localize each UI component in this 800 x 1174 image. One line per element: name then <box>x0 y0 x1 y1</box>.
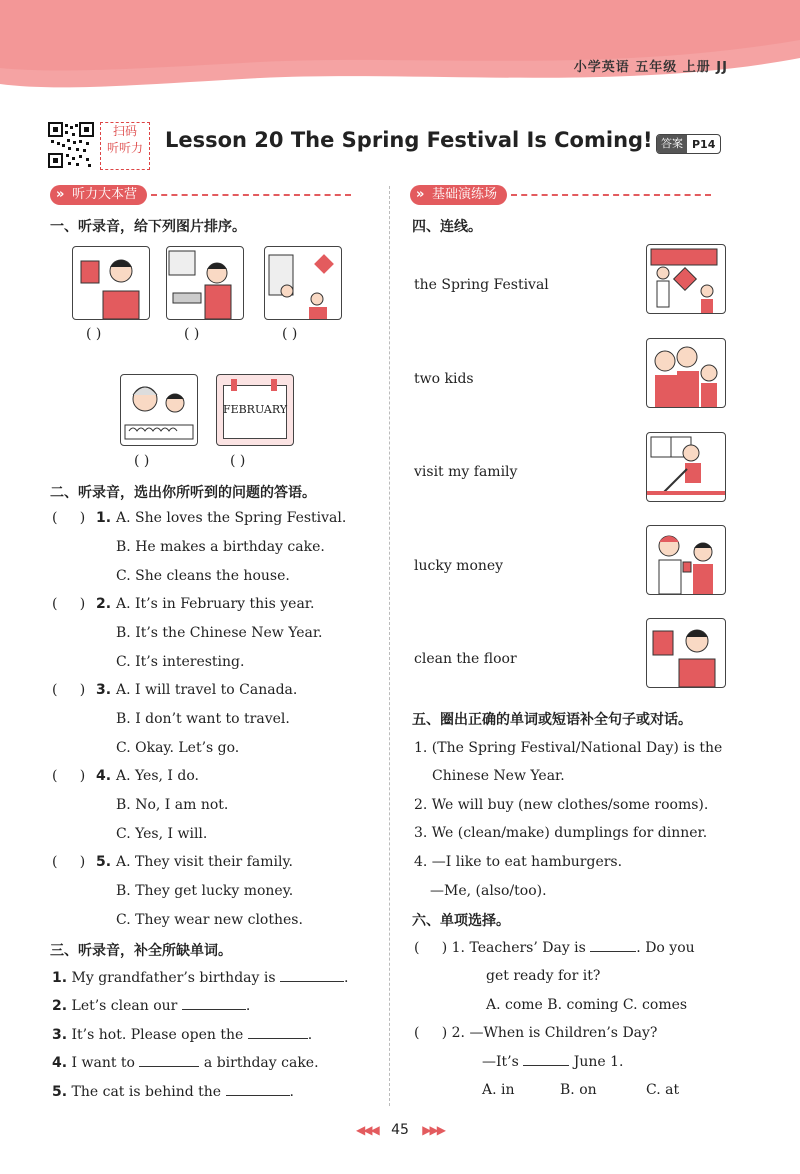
answer-page: P14 <box>692 137 716 151</box>
section-banner-practice <box>410 184 711 206</box>
item-number: 3. <box>52 1027 68 1043</box>
blank-input[interactable] <box>280 980 344 982</box>
part3-heading: 三、听录音，补全所缺单词。 <box>50 943 232 959</box>
match-picture-lucky-money[interactable] <box>646 525 726 595</box>
line-text: The cat is behind the <box>71 1084 222 1100</box>
picture-family-festival <box>264 246 342 320</box>
calendar-text: FEBRUARY <box>222 403 288 416</box>
option: A. They visit their family. <box>116 854 293 870</box>
match-picture-festival-decor[interactable] <box>646 244 726 314</box>
match-phrase[interactable]: lucky money <box>414 558 504 574</box>
line-text: . <box>289 1084 294 1100</box>
page-number: 45 <box>391 1122 409 1138</box>
match-picture-mopping[interactable] <box>646 432 726 502</box>
fill-blank-line <box>52 1055 319 1071</box>
line-text: . <box>307 1027 313 1043</box>
picture-calendar <box>216 374 294 446</box>
line-text: . <box>245 998 251 1014</box>
answer-paren-q1[interactable]: ( ) <box>414 940 448 956</box>
option: A. in <box>482 1082 515 1098</box>
section-dash <box>511 194 711 196</box>
part6-q2-line <box>414 1025 657 1041</box>
line-text: . <box>343 970 349 986</box>
option: A. She loves the Spring Festival. <box>116 510 347 526</box>
header-band <box>0 0 800 100</box>
part5-line: Chinese New Year. <box>432 768 565 784</box>
option: B. It’s the Chinese New Year. <box>116 625 323 641</box>
blank-input[interactable] <box>248 1037 308 1039</box>
option: C. Okay. Let’s go. <box>116 740 240 756</box>
line-text: It’s hot. Please open the <box>71 1027 244 1043</box>
part1-heading: 一、听录音，给下列图片排序。 <box>50 219 246 235</box>
prev-arrows-icon[interactable]: ◀◀◀ <box>356 1123 378 1137</box>
picture-girl-cleaning <box>166 246 244 320</box>
answer-badge[interactable] <box>656 134 721 154</box>
answer-paren[interactable]: ( ) <box>184 326 200 342</box>
scan-label-line2: 听听力 <box>106 141 143 155</box>
line-text: a birthday cake. <box>203 1055 319 1071</box>
item-number: 4. <box>52 1055 68 1071</box>
option: C. She cleans the house. <box>116 568 290 584</box>
part6-q2-answer <box>482 1054 623 1070</box>
answer-paren-q3[interactable]: ( ) <box>52 682 86 698</box>
line-text: My grandfather’s birthday is <box>71 970 276 986</box>
blank-input[interactable] <box>523 1064 569 1066</box>
question-number: 4. <box>96 768 112 784</box>
answer-paren-q2[interactable]: ( ) <box>52 596 86 612</box>
option: C. It’s interesting. <box>116 654 245 670</box>
footer <box>0 1122 800 1138</box>
part5-line[interactable]: 3. We (clean/make) dumplings for dinner. <box>414 825 708 841</box>
option: A. I will travel to Canada. <box>116 682 298 698</box>
question-text: . Do you <box>636 940 695 956</box>
option: B. I don’t want to travel. <box>116 711 290 727</box>
scan-label <box>100 122 150 170</box>
options-line: A. come B. coming C. comes <box>486 997 688 1013</box>
lesson-title: Lesson 20 The Spring Festival Is Coming! <box>165 128 653 152</box>
answer-paren-q4[interactable]: ( ) <box>52 768 86 784</box>
fill-blank-line <box>52 970 348 986</box>
fill-blank-line <box>52 1027 312 1043</box>
fill-blank-line <box>52 1084 294 1100</box>
option: B. No, I am not. <box>116 797 229 813</box>
section-dash <box>151 194 351 196</box>
answer-paren-q1[interactable]: ( ) <box>52 510 86 526</box>
question-text: —It’s <box>482 1054 519 1070</box>
next-arrows-icon[interactable]: ▶▶▶ <box>422 1123 444 1137</box>
answer-paren[interactable]: ( ) <box>134 453 150 469</box>
match-picture-family-visit[interactable] <box>646 338 726 408</box>
answer-paren[interactable]: ( ) <box>230 453 246 469</box>
item-number: 1. <box>52 970 68 986</box>
column-divider <box>389 186 390 1106</box>
part5-line[interactable]: 2. We will buy (new clothes/some rooms). <box>414 797 709 813</box>
picture-kid-lucky-money <box>72 246 150 320</box>
part5-line[interactable]: 1. (The Spring Festival/National Day) is the <box>414 740 723 756</box>
option: C. Yes, I will. <box>116 826 208 842</box>
part4-heading: 四、连线。 <box>412 219 482 235</box>
option: B. He makes a birthday cake. <box>116 539 325 555</box>
fill-blank-line <box>52 998 250 1014</box>
answer-paren-q5[interactable]: ( ) <box>52 854 86 870</box>
part5-line: 4. —I like to eat hamburgers. <box>414 854 623 870</box>
part5-heading: 五、圈出正确的单词或短语补全句子或对话。 <box>412 712 692 728</box>
option: C. They wear new clothes. <box>116 912 303 928</box>
option: A. It’s in February this year. <box>116 596 315 612</box>
part6-heading: 六、单项选择。 <box>412 913 510 929</box>
item-number: 2. <box>52 998 68 1014</box>
picture-grandma-dumplings <box>120 374 198 446</box>
qr-code-icon[interactable] <box>48 122 94 168</box>
question-number: 1. <box>96 510 112 526</box>
question-number: 5. <box>96 854 112 870</box>
match-picture-kid-envelope[interactable] <box>646 618 726 688</box>
part6-q1-line <box>414 940 695 956</box>
blank-input[interactable] <box>182 1008 246 1010</box>
line-text: I want to <box>71 1055 135 1071</box>
blank-input[interactable] <box>590 950 636 952</box>
question-text: 1. Teachers’ Day is <box>451 940 586 956</box>
option: B. on <box>560 1082 597 1098</box>
option: C. at <box>646 1082 680 1098</box>
match-phrase[interactable]: the Spring Festival <box>414 277 549 293</box>
question-text: get ready for it? <box>486 968 601 984</box>
section-label-listening: » 听力大本营 <box>50 185 147 205</box>
match-phrase[interactable]: visit my family <box>414 464 518 480</box>
answer-paren[interactable]: ( ) <box>282 326 298 342</box>
part5-line[interactable]: —Me, (also/too). <box>430 883 547 899</box>
option: B. They get lucky money. <box>116 883 294 899</box>
option: A. Yes, I do. <box>116 768 199 784</box>
question-text: 2. —When is Children’s Day? <box>451 1025 658 1041</box>
answer-paren[interactable]: ( ) <box>86 326 102 342</box>
item-number: 5. <box>52 1084 68 1100</box>
header-info: 小学英语 五年级 上册 JJ <box>573 60 728 75</box>
answer-paren-q2[interactable]: ( ) <box>414 1025 448 1041</box>
section-label-practice: » 基础演练场 <box>410 185 507 205</box>
part2-heading: 二、听录音，选出你所听到的问题的答语。 <box>50 485 316 501</box>
blank-input[interactable] <box>226 1094 290 1096</box>
line-text: Let’s clean our <box>71 998 178 1014</box>
question-number: 3. <box>96 682 112 698</box>
answer-label: 答案 <box>657 135 687 153</box>
section-banner-listening <box>50 184 351 206</box>
question-number: 2. <box>96 596 112 612</box>
match-phrase[interactable]: two kids <box>414 371 474 387</box>
blank-input[interactable] <box>139 1065 199 1067</box>
scan-label-line1: 扫码 <box>112 124 137 138</box>
match-phrase[interactable]: clean the floor <box>414 651 517 667</box>
question-text: June 1. <box>573 1054 624 1070</box>
